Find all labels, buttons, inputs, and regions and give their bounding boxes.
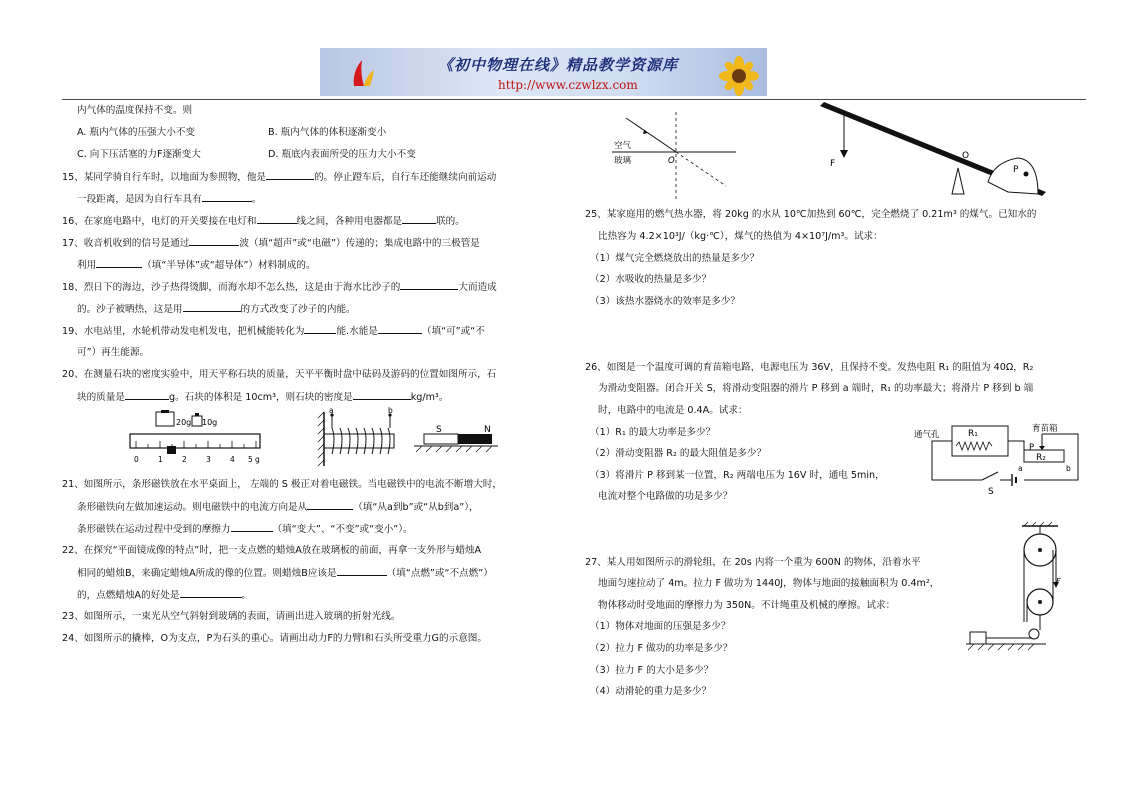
q15-line2: 一段距离，是因为自行车具有 。 <box>77 194 262 205</box>
header-banner <box>320 48 767 96</box>
sunflower-icon <box>716 56 762 96</box>
q27-sub1: （1）物体对地面的压强是多少？ <box>590 621 731 632</box>
ruler-tick-label: 2 <box>182 455 187 464</box>
fulcrum-o-label: O <box>962 151 970 161</box>
q27-sub3: （3）拉力 F 的大小是多少？ <box>590 665 714 676</box>
q25-line1: 25、某家庭用的燃气热水器，将 20kg 的水从 10℃加热到 60℃，完全燃烧了 0.21m³ 的煤气。已知水的 <box>585 209 1037 220</box>
ruler-tick-label: 5 <box>248 455 253 464</box>
q22-line3: 的，点燃蜡烛A的好处是 。 <box>77 590 252 601</box>
q26-sub2: （2）滑动变阻器 R₂ 的最大阻值是多少？ <box>590 448 767 459</box>
weight-10g-label: 10g <box>202 418 218 427</box>
q26-line2: 为滑动变阻器。闭合开关 S，将滑动变阻器的滑片 P 移到 a 端时，R₁ 的功率最大；将滑片 P 移到 b 端 <box>598 383 1034 394</box>
q21-line1: 21、如图所示，条形磁铁放在水平桌面上， 左端的 S 极正对着电磁铁。当电磁铁中的电流不断增大时， <box>62 479 502 490</box>
q14-option-b: B. 瓶内气体的体积逐渐变小 <box>268 127 387 138</box>
q27-sub2: （2）拉力 F 做功的功率是多少？ <box>590 643 733 654</box>
ruler-tick-label: 3 <box>206 455 211 464</box>
banner-title: 《初中物理在线》精品教学资源库 <box>438 56 679 74</box>
q20-line2: 块的质量是 g。石块的体积是 10cm³，则石块的密度是 kg/m³。 <box>77 392 449 403</box>
r1-label: R₁ <box>968 429 978 439</box>
q25-sub3: （3）该热水器烧水的效率是多少？ <box>590 296 741 307</box>
q14-stem-end: 内气体的温度保持不变。则 <box>77 105 193 116</box>
balance-rider-figure <box>128 410 263 470</box>
q18-line1: 18、烈日下的海边，沙子热得烫脚，而海水却不怎么热，这是由于海水比沙子的 大而造成 <box>62 282 497 293</box>
refraction-figure <box>612 112 737 202</box>
switch-s-label: S <box>988 487 994 497</box>
q27-line2: 地面匀速拉动了 4m。拉力 F 做功为 1440J，物体与地面的接触面积为 0.4m²， <box>598 578 940 589</box>
q22-line2: 相同的蜡烛B，来确定蜡烛A所成的像的位置。则蜡烛B应该是 （填“点燃”或“不点燃”） <box>77 568 493 579</box>
terminal-b-label: b <box>1066 464 1071 473</box>
q22-line1: 22、在探究“平面镜成像的特点”时，把一支点燃的蜡烛A放在玻璃板的前面，再拿一支外形与蜡烛A <box>62 545 482 556</box>
bar-magnet-figure <box>410 424 500 464</box>
banner-url: http://www.czwlzx.com <box>498 78 638 92</box>
q27-sub4: （4）动滑轮的重力是多少？ <box>590 686 712 697</box>
magnet-s-label: S <box>436 425 442 435</box>
incidence-point-label: O <box>668 156 675 166</box>
q26-sub3-cont: 电流对整个电路做的功是多少？ <box>598 491 733 502</box>
slider-p-label: P <box>1029 443 1035 453</box>
coil-terminal-a: a <box>329 406 334 415</box>
q19-line2: 可”）再生能源。 <box>77 347 150 358</box>
q26-line3: 时，电路中的电流是 0.4A。试求： <box>598 405 748 416</box>
ruler-tick-label: 0 <box>134 455 139 464</box>
logo-icon <box>350 56 376 88</box>
incubator-circuit-figure <box>912 420 1087 500</box>
q18-line2: 的。沙子被晒热，这是用 的方式改变了沙子的内能。 <box>77 304 356 315</box>
q14-option-d: D. 瓶底内表面所受的压力大小不变 <box>268 149 416 160</box>
vent-label: 通气孔 <box>914 430 940 440</box>
q16: 16、在家庭电路中，电灯的开关要接在电灯和 线之间，各种用电器都是 联的。 <box>62 216 465 227</box>
q17-line1: 17、收音机收到的信号是通过 波（填“超声”或“电磁”）传递的；集成电路中的三极管是 <box>62 238 480 249</box>
q24: 24、如图所示的撬棒，O为支点，P为石头的重心。请画出动力F的力臂l和石头所受重力G的示意图。 <box>62 633 487 644</box>
q26-sub1: （1）R₁ 的最大功率是多少？ <box>590 427 716 438</box>
q20-line1: 20、在测量石块的密度实验中，用天平称石块的质量，天平平衡时盘中砝码及游码的位置如图所示，石 <box>62 369 497 380</box>
q23: 23、如图所示，一束光从空气斜射到玻璃的表面，请画出进入玻璃的折射光线。 <box>62 611 401 622</box>
r2-label: R₂ <box>1036 453 1046 463</box>
electromagnet-figure <box>318 406 408 468</box>
q27-line3: 物体移动时受地面的摩擦力为 350N。不计绳重及机械的摩擦。试求： <box>598 600 896 611</box>
ruler-unit-label: g <box>255 455 260 464</box>
q26-sub3: （3）将滑片 P 移到某一位置，R₂ 两端电压为 16V 时，通电 5min， <box>590 470 885 481</box>
glass-label: 玻璃 <box>614 156 632 166</box>
terminal-a-label: a <box>1018 464 1023 473</box>
q27-line1: 27、某人用如图所示的滑轮组，在 20s 内将一个重为 600N 的物体，沿着水平 <box>585 557 921 568</box>
ruler-tick-label: 4 <box>230 455 235 464</box>
air-label: 空气 <box>614 141 632 151</box>
ruler-tick-label: 1 <box>158 455 163 464</box>
q25-sub2: （2）水吸收的热量是多少？ <box>590 274 712 285</box>
q25-sub1: （1）煤气完全燃烧放出的热量是多少？ <box>590 253 760 264</box>
incubator-label: 育苗箱 <box>1032 424 1058 434</box>
center-of-gravity-p-label: P <box>1013 165 1019 175</box>
pulley-force-f-label: F <box>1056 577 1061 586</box>
q14-option-c: C. 向下压活塞的力F逐渐变大 <box>77 149 201 160</box>
q26-line1: 26、如图是一个温度可调的育苗箱电路，电源电压为 36V，且保持不变。发热电阻 R₁ 的阻值为 40Ω，R₂ <box>585 362 1034 373</box>
weight-20g-label: 20g <box>176 418 192 427</box>
q21-line2: 条形磁铁向左做加速运动。则电磁铁中的电流方向是从 （填“从a到b”或“从b到a”）， <box>77 502 479 513</box>
force-f-label: F <box>830 159 836 169</box>
pulley-system-figure <box>966 522 1062 652</box>
coil-terminal-b: b <box>388 406 393 415</box>
q15-line1: 15、某同学骑自行车时，以地面为参照物，他是 的。停止蹬车后，自行车还能继续向前运动 <box>62 172 497 183</box>
q25-line2: 比热容为 4.2×10³J/（kg·℃），煤气的热值为 4×10⁷J/m³。试求： <box>598 231 883 242</box>
q17-line2: 利用 （填“半导体”或“超导体”）材料制成的。 <box>77 260 316 271</box>
lever-figure <box>818 100 1048 198</box>
q19-line1: 19、水电站里，水轮机带动发电机发电，把机械能转化为 能.水能是 （填“可”或“不 <box>62 326 485 337</box>
magnet-n-label: N <box>484 425 491 435</box>
q21-line3: 条形磁铁在运动过程中受到的摩擦力 （填“变大”、“不变”或“变小”）。 <box>77 524 413 535</box>
q14-option-a: A. 瓶内气体的压强大小不变 <box>77 127 196 138</box>
